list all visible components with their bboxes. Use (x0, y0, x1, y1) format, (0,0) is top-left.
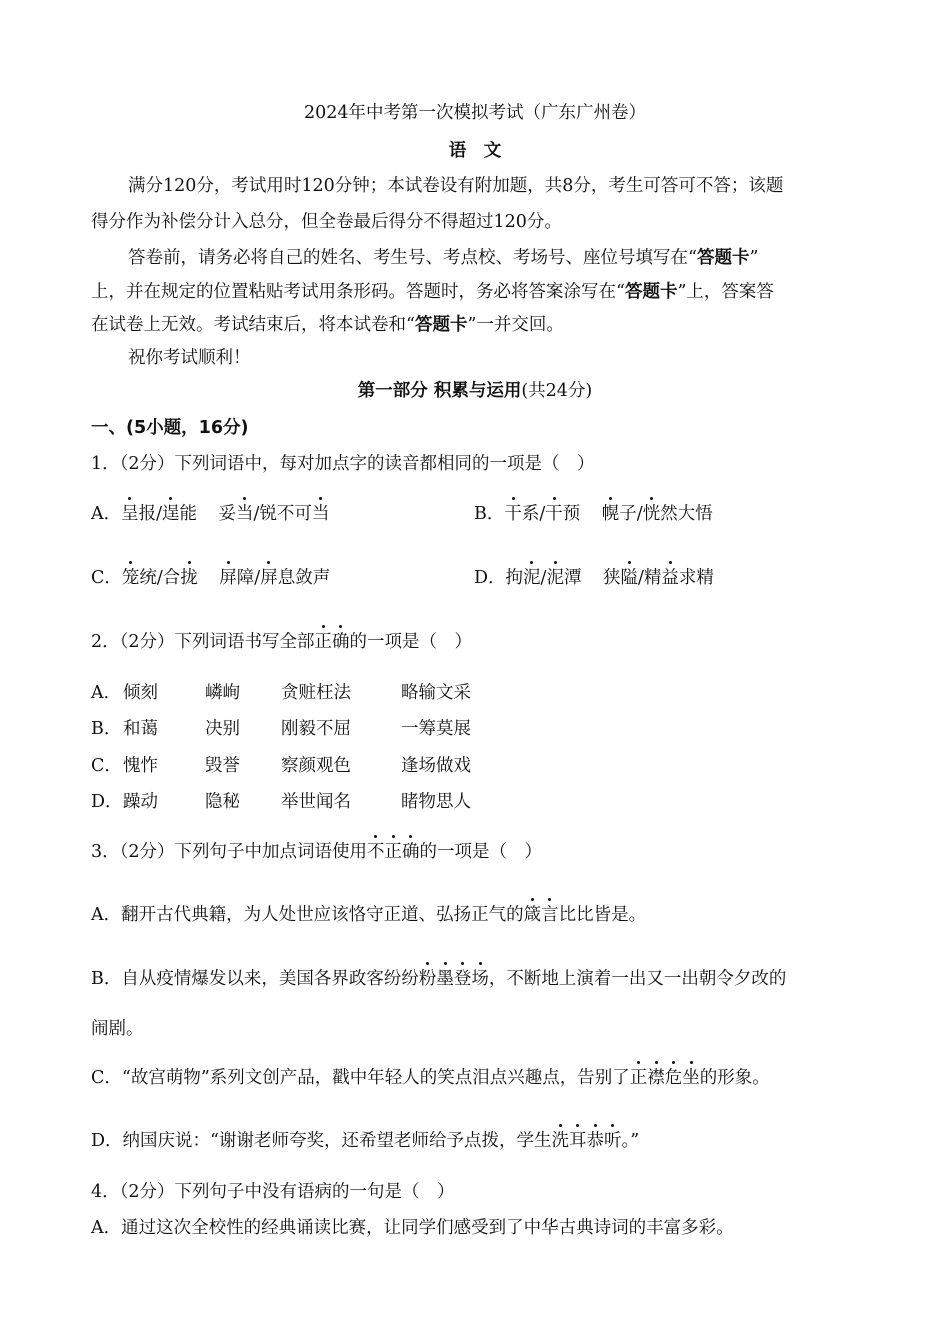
section1-heading: 一、(5小题，16分) (91, 418, 249, 438)
answer-card-term: 答题卡 (696, 248, 750, 268)
instructions-line-4: 上，并在规定的位置粘贴考试用条形码。答题时，务必将答案涂写在“答题卡”上，答案答 (91, 282, 774, 302)
q4-option-a: A．通过这次全校性的经典诵读比赛，让同学们感受到了中华古典诗词的丰富多彩。 (91, 1218, 734, 1238)
q1-option-b: B．干系/干预 幌子/恍然大悟 (474, 504, 713, 524)
q3-option-a: A．翻开古代典籍，为人处世应该恪守正道、弘扬正气的箴言比比皆是。 (91, 905, 647, 925)
q3-option-b-cont: 闹剧。 (91, 1019, 144, 1039)
good-luck-text: 祝你考试顺利！ (128, 348, 251, 368)
instructions-line-1: 满分120分，考试用时120分钟；本试卷设有附加题，共8分，考生可答可不答；该题 (128, 176, 784, 196)
q2-stem: 2．（2分）下列词语书写全部正确的一项是（ ） (91, 632, 473, 652)
q3-option-c: C．“故宫萌物”系列文创产品，戳中年轻人的笑点泪点兴趣点，告别了正襟危坐的形象。 (91, 1068, 770, 1088)
q3-option-d: D．纳国庆说：“谢谢老师夸奖，还希望老师给予点拨，学生洗耳恭听。” (91, 1131, 640, 1151)
q2-option-d: D．躁动 隐秘 举世闻名 睹物思人 (91, 792, 471, 812)
instructions-line-5: 在试卷上无效。考试结束后，将本试卷和“答题卡”一并交回。 (91, 315, 564, 335)
subject-title: 语 文 (448, 141, 502, 161)
q3-stem: 3．（2分）下列句子中加点词语使用不正确的一项是（ ） (91, 842, 543, 862)
answer-card-term: 答题卡 (414, 315, 468, 335)
part1-heading: 第一部分 积累与运用(共24分) (357, 381, 593, 401)
q1-option-c: C．笼统/合拢 屏障/屏息敛声 (91, 568, 331, 588)
q3-option-b: B．自从疫情爆发以来，美国各界政客纷纷粉墨登场，不断地上演着一出又一出朝令夕改的 (91, 969, 787, 989)
q4-stem: 4．（2分）下列句子中没有语病的一句是（ ） (91, 1182, 455, 1202)
q1-option-a: A．呈报/逞能 妥当/锐不可当 (91, 504, 330, 524)
answer-card-term: 答题卡 (624, 282, 678, 302)
instructions-line-3: 答卷前，请务必将自己的姓名、考生号、考点校、考场号、座位号填写在“答题卡” (128, 248, 759, 268)
exam-title: 2024年中考第一次模拟考试（广东广州卷） (303, 103, 647, 123)
q2-option-c: C．愧怍 毁誉 察颜观色 逢场做戏 (91, 756, 471, 776)
q1-stem: 1．（2分）下列词语中，每对加点字的读音都相同的一项是（ ） (91, 454, 595, 474)
instructions-line-2: 得分作为补偿分计入总分，但全卷最后得分不得超过120分。 (91, 212, 562, 232)
q1-option-d: D．拘泥/泥潭 狭隘/精益求精 (474, 568, 714, 588)
q2-option-b: B．和蔼 决别 刚毅不屈 一筹莫展 (91, 719, 471, 739)
q2-option-a: A． 倾刻 嶙峋 贪赃枉法 略输文采 (91, 683, 471, 703)
